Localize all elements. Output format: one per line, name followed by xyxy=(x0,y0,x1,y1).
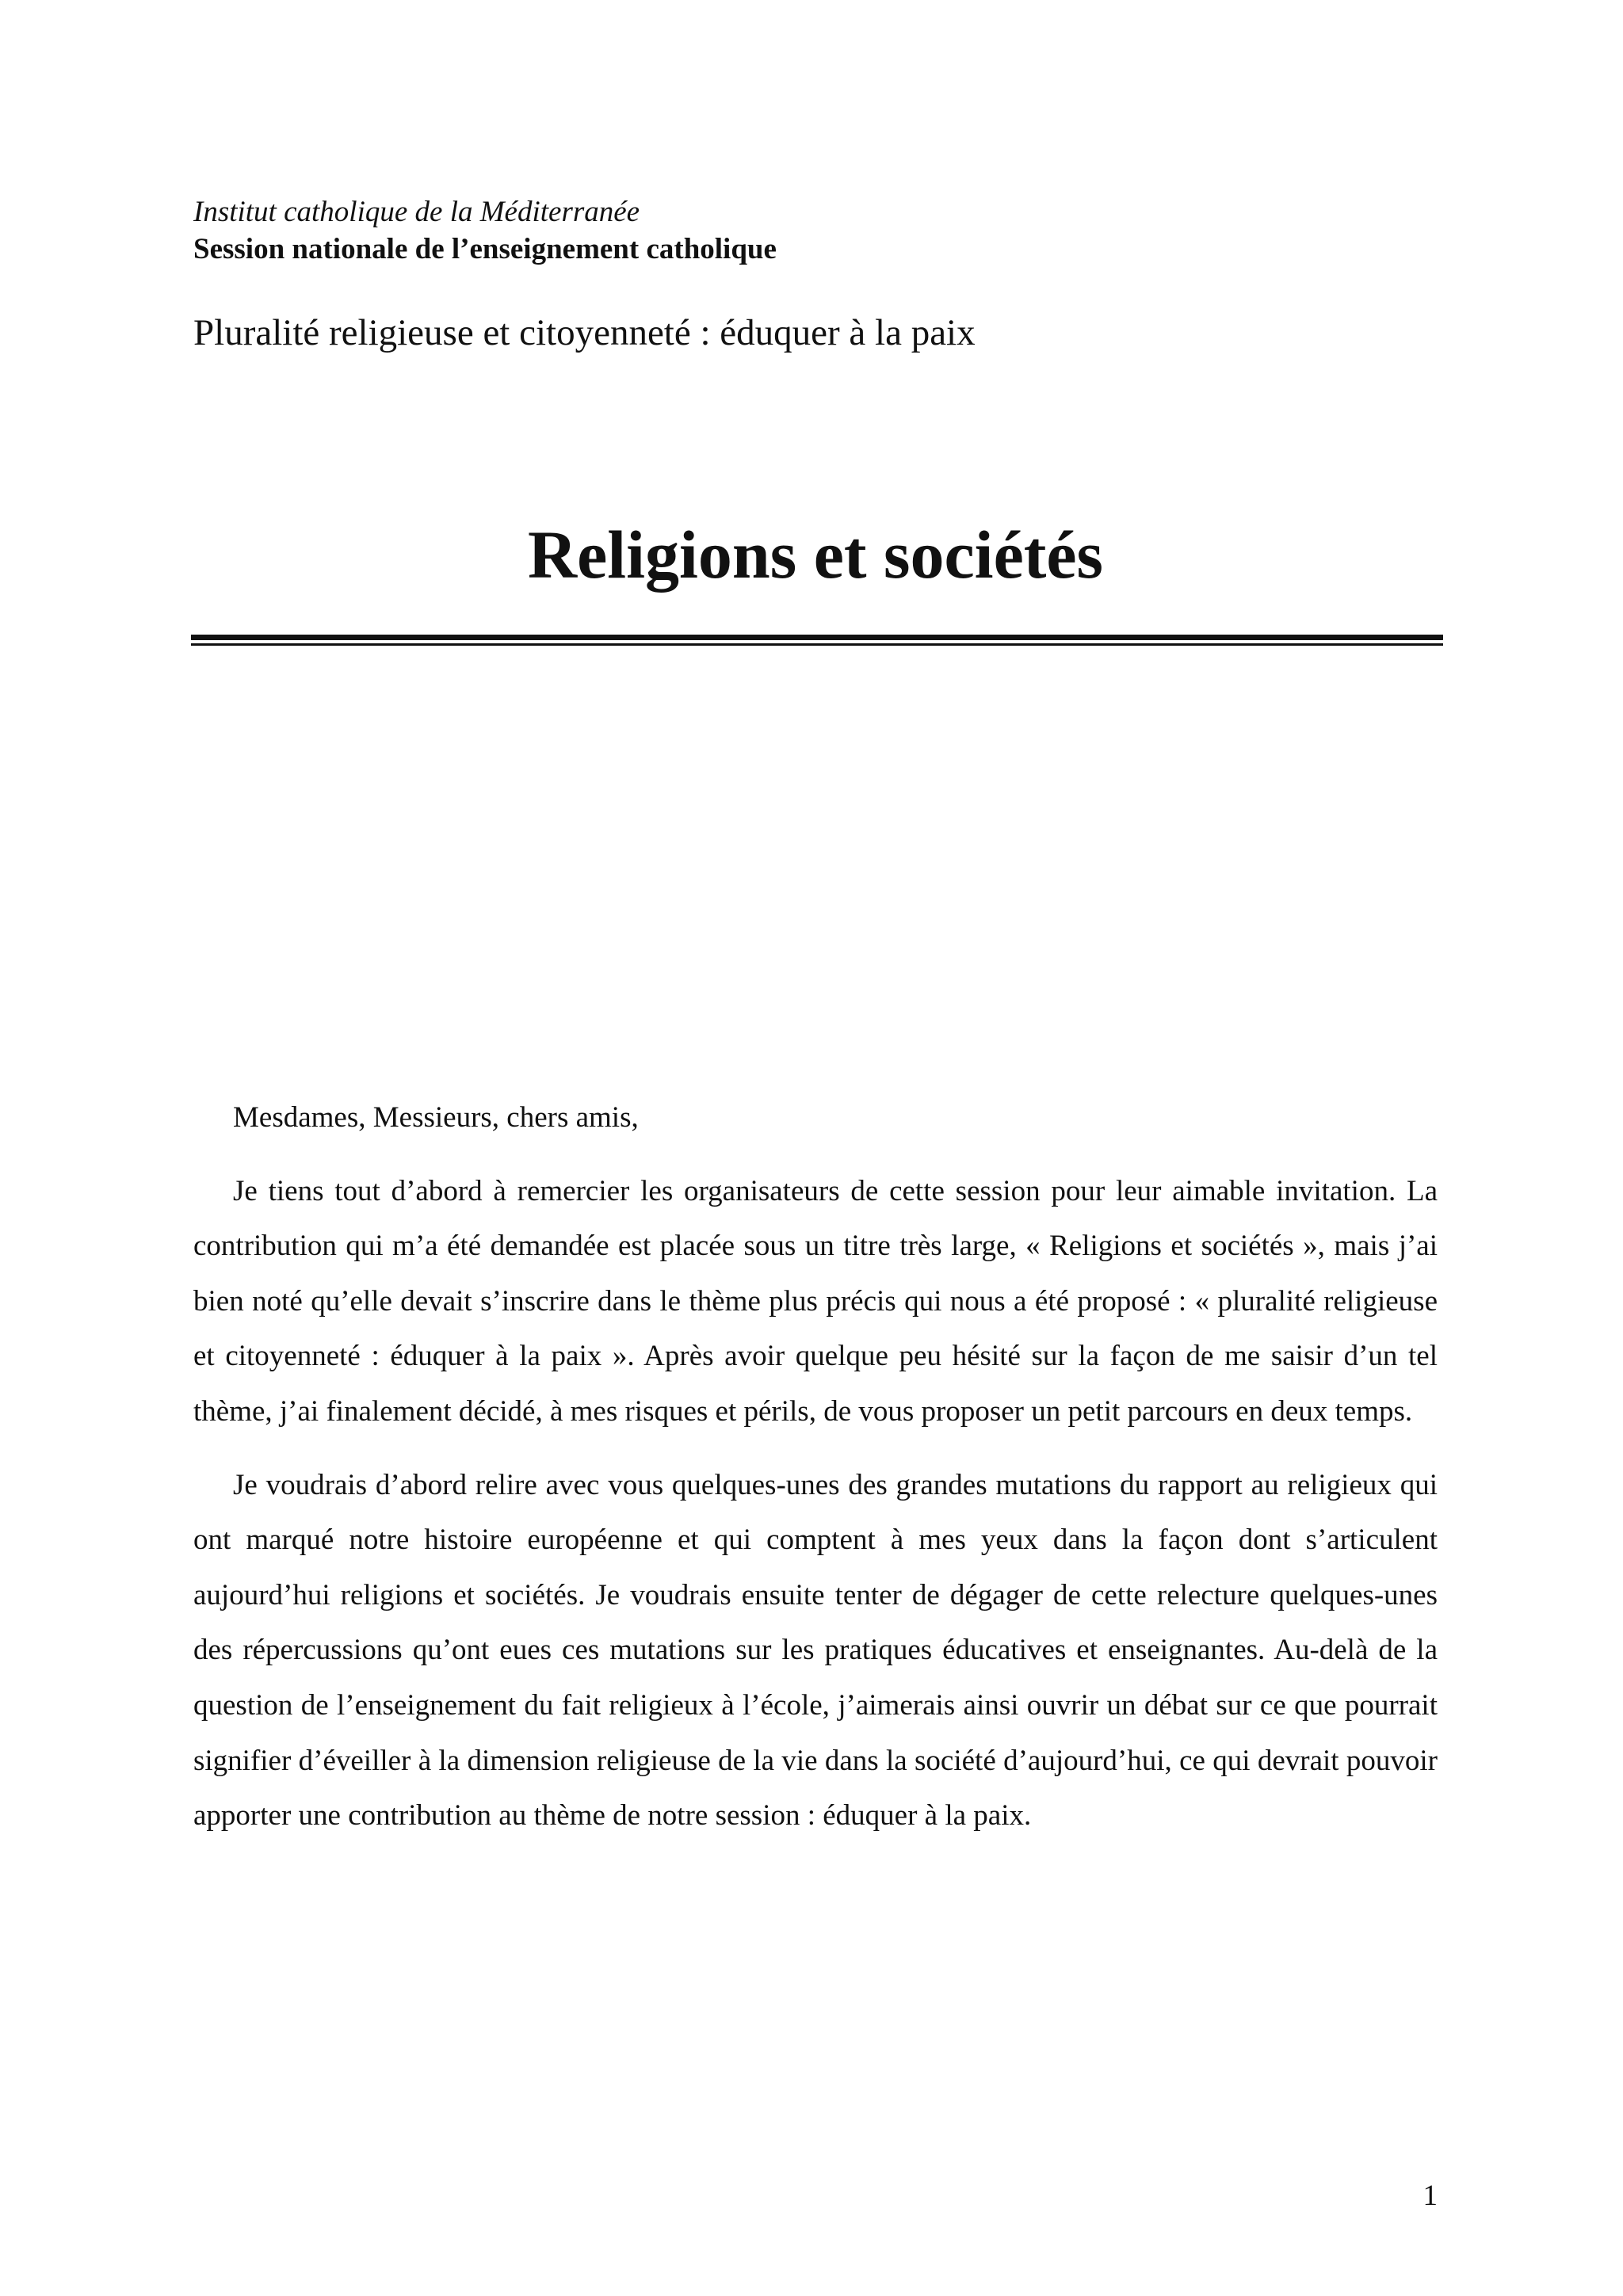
session-name: Session nationale de l’enseignement catholique xyxy=(193,233,777,265)
document-title: Religions et sociétés xyxy=(527,517,1104,593)
body-paragraph: Je tiens tout d’abord à remercier les organisateurs de cette session pour leur aimable invitation. La contribution qui m’a été demandée est placée sous un titre très large, « Religions et sociétés », mais j’ai bien noté qu’elle devait s’inscrire dans le thème plus précis qui nous a été proposé : « pluralité religieuse et citoyenneté : éduquer à la paix ». Après avoir quelque peu hésité sur la façon de me saisir d’un tel thème, j’ai finalement décidé, à mes risques et périls, de vous proposer un petit parcours en deux temps. xyxy=(193,1174,1438,1428)
title-divider-thin-line xyxy=(191,643,1443,646)
document-header xyxy=(193,193,1438,268)
title-divider-thick-line xyxy=(191,635,1443,640)
salutation-paragraph: Mesdames, Messieurs, chers amis, xyxy=(233,1101,639,1134)
session-theme: Pluralité religieuse et citoyenneté : éduquer à la paix xyxy=(193,312,976,353)
title-divider xyxy=(191,635,1443,647)
document-body xyxy=(193,1090,1438,1862)
institution-name: Institut catholique de la Méditerranée xyxy=(193,196,640,228)
page-number: 1 xyxy=(1423,2180,1438,2212)
body-paragraph: Je voudrais d’abord relire avec vous quelques-unes des grandes mutations du rapport au religieux qui ont marqué notre histoire européenne et qui comptent à mes yeux dans la façon dont s’articulent aujourd’hui religions et sociétés. Je voudrais ensuite tenter de dégager de cette relecture quelques-unes des répercussions qu’ont eues ces mutations sur les pratiques éducatives et enseignantes. Au-delà de la question de l’enseignement du fait religieux à l’école, j’aimerais ainsi ouvrir un débat sur ce que pourrait signifier d’éveiller à la dimension religieuse de la vie dans la société d’aujourd’hui, ce qui devrait pouvoir apporter une contribution au thème de notre session : éduquer à la paix. xyxy=(193,1468,1438,1833)
